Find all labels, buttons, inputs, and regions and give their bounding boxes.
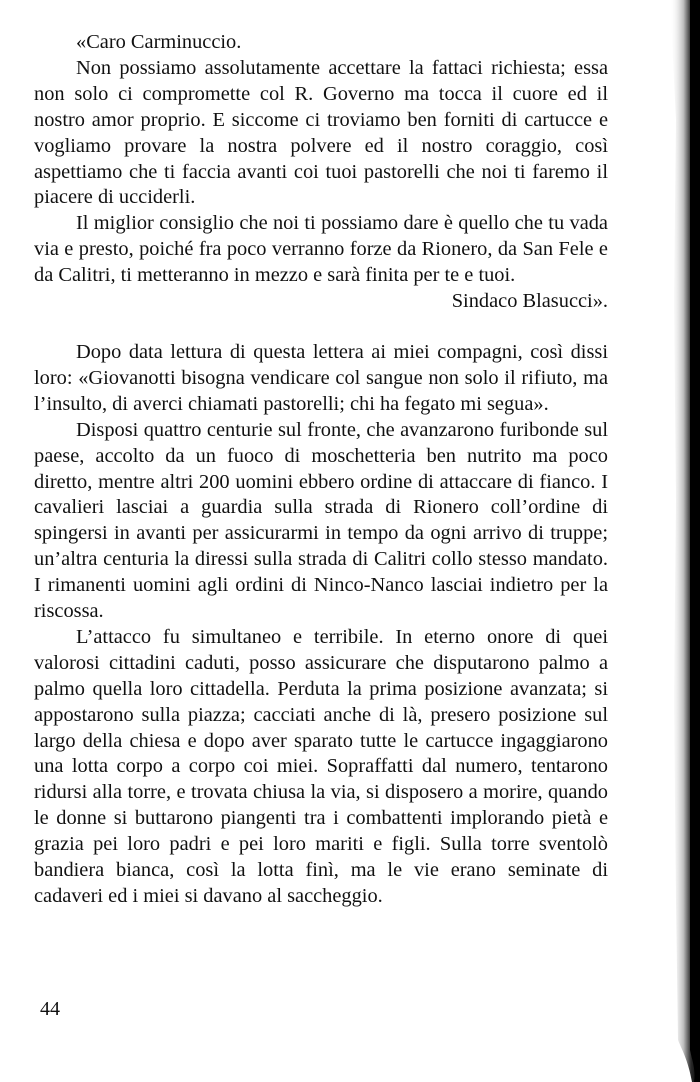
book-binding-shadow [630, 0, 700, 1082]
letter-salutation: «Caro Carminuccio. [76, 31, 242, 53]
page-body [34, 30, 608, 910]
letter-paragraph-2: Il miglior consiglio che noi ti possiamo dare è quello che tu vada via e presto, poiché fra poco verranno forze da Rionero, da San Fele e da Calitri, ti metteranno in mezzo e sarà finita per te e tuoi. [34, 212, 608, 287]
narrative-paragraph-3: L’attacco fu simultaneo e terribile. In eterno onore di quei valorosi cittadini caduti, posso assicurare che disputarono palmo a palmo quella loro cittadella. Perduta la prima posizione avanzata; si appostarono sulla piazza; cacciati anche di là, presero posizione sul largo della chiesa e dopo aver sparato tutte le cartucce ingaggiarono una lotta corpo a corpo coi miei. Sopraffatti dal numero, tentarono ridursi alla torre, e trovata chiusa la via, si disposero a morire, quando le donne si buttarono piangenti tra i combattenti implorando pietà e grazia pei loro padri e pei loro mariti e figli. Sulla torre sventolò bandiera bianca, così la lotta finì, ma le vie erano seminate di cadaveri ed i miei si davano al saccheggio. [34, 625, 608, 907]
letter-paragraph-1: Non possiamo assolutamente accettare la fattaci richiesta; essa non solo ci compromette col R. Governo ma tocca il cuore ed il nostro amor proprio. E siccome ci troviamo ben forniti di cartucce e vogliamo provare la nostra polvere ed il nostro coraggio, così aspettiamo che ti faccia avanti coi tuoi pastorelli che noi ti faremo il piacere di ucciderli. [34, 56, 608, 209]
letter-signature: Sindaco Blasucci». [451, 290, 608, 313]
narrative-paragraph-2: Disposi quattro centurie sul fronte, che avanzarono furibonde sul paese, accolto da un fuoco di moschetteria ben nutrito ma poco diretto, mentre altri 200 uomini ebbero ordine di attaccare di fianco. I cavalieri lasciai a guardia sulla strada di Rionero coll’ordine di spingersi in avanti per assicurarmi in tempo da ogni arrivo di truppe; un’altra centuria la diressi sulla strada di Calitri collo stesso mandato. I rimanenti uomini agli ordini di Ninco-Nanco lasciai indietro per la riscossa. [34, 418, 608, 623]
narrative-paragraph-1: Dopo data lettura di questa lettera ai miei compagni, così dissi loro: «Giovanotti bisogna vendicare col sangue non solo il rifiuto, ma l’insulto, di averci chiamati pastorelli; chi ha fegato mi segua». [34, 340, 608, 415]
section-gap [34, 315, 608, 340]
page-number: 44 [40, 998, 60, 1020]
